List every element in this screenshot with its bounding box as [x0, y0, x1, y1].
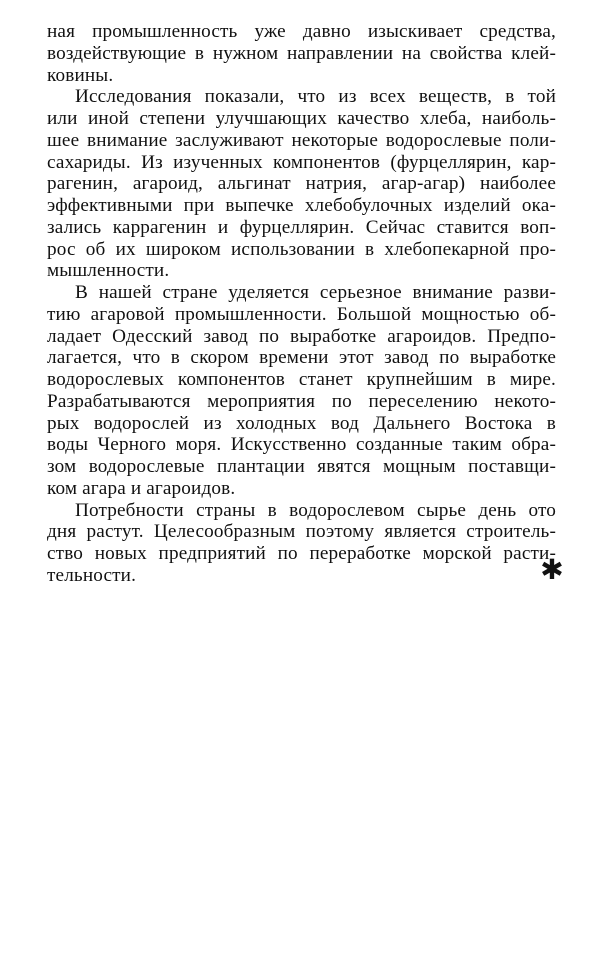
text-line: рос об их широком использовании в хлебопекарной про-: [47, 238, 556, 260]
text-line: ковины.: [47, 64, 114, 86]
text-line: В нашей стране уделяется серьезное внимание разви-: [75, 282, 556, 303]
text-line: дня растут. Целесообразным поэтому является строитель-: [47, 521, 556, 543]
paragraph-1: [47, 21, 556, 86]
text-line: ная промышленность уже давно изыскивает средства,: [47, 21, 556, 42]
text-line: или иной степени улучшающих качество хлеба, наиболь-: [47, 108, 556, 129]
paragraph-2: [47, 86, 556, 282]
text-line: Исследования показали, что из всех веществ, в той: [75, 86, 556, 108]
text-line: ладает Одесский завод по выработке агароидов. Предпо-: [47, 325, 556, 347]
text-line: тельности.: [47, 564, 137, 586]
text-line: сахариды. Из изученных компонентов (фурцеллярин, кар-: [47, 151, 556, 173]
text-line: Потребности страны в водорослевом сырье день ото: [75, 499, 556, 521]
paragraph-4: [47, 500, 556, 587]
text-line: воды Черного моря. Искусственно созданные таким обра-: [47, 434, 556, 456]
asterism-icon: ✱: [540, 553, 564, 586]
paragraph-3: [47, 282, 556, 500]
document-page: [47, 21, 556, 587]
text-line: ство новых предприятий по переработке морской расти-: [47, 543, 556, 564]
text-line: шее внимание заслуживают некоторые водорослевые поли-: [47, 129, 556, 151]
text-line: ком агара и агароидов.: [47, 477, 236, 499]
text-line: зались каррагенин и фурцеллярин. Сейчас ставится воп-: [47, 216, 556, 238]
text-line: воздействующие в нужном направлении на свойства клей-: [47, 42, 556, 64]
text-line: зом водорослевые плантации явятся мощным поставщи-: [47, 456, 556, 477]
text-line: лагается, что в скором времени этот завод по выработке: [47, 347, 556, 369]
text-line: Разрабатываются мероприятия по переселению некото-: [47, 390, 556, 412]
text-line: эффективными при выпечке хлебобулочных изделий ока-: [47, 195, 556, 216]
text-line: мышленности.: [47, 260, 170, 282]
text-line: рых водорослей из холодных вод Дальнего Востока в: [47, 412, 556, 434]
text-line: рагенин, агароид, альгинат натрия, агар-агар) наиболее: [47, 173, 556, 195]
text-line: тию агаровой промышленности. Большой мощностью об-: [47, 303, 556, 325]
text-line: водорослевых компонентов станет крупнейшим в мире.: [47, 369, 556, 390]
